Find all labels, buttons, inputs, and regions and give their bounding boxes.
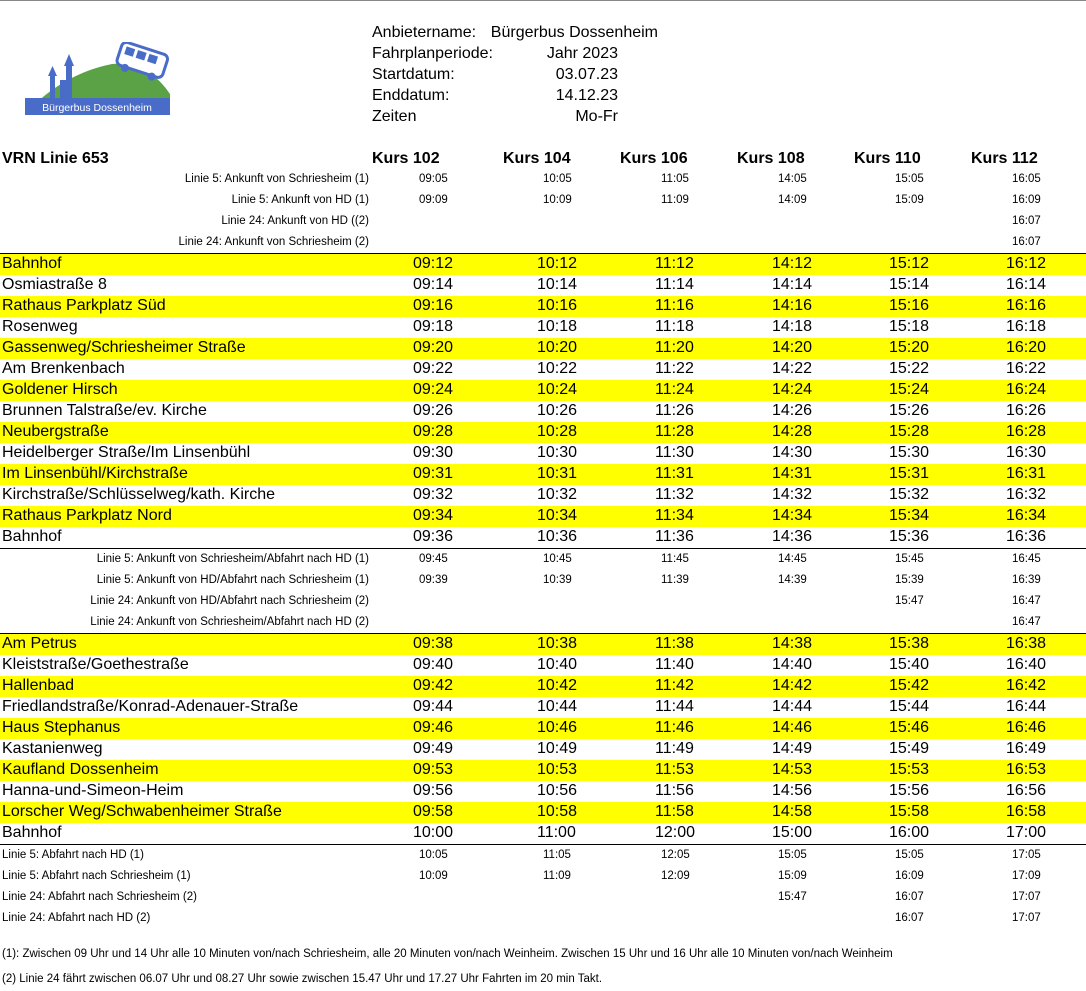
time-cell: 15:12: [889, 255, 930, 272]
time-cell: 15:40: [889, 656, 930, 673]
time-cell: 10:09: [419, 870, 448, 882]
time-cell: 10:58: [537, 803, 578, 820]
stop-name: Bahnhof: [2, 528, 62, 545]
time-cell: 10:12: [537, 255, 578, 272]
time-cell: 16:38: [1006, 635, 1047, 652]
time-cell: 16:31: [1006, 465, 1047, 482]
time-cell: 09:24: [413, 381, 454, 398]
stop-row: [0, 718, 1086, 739]
stop-name: Heidelberger Straße/Im Linsenbühl: [2, 444, 251, 461]
time-cell: 10:24: [537, 381, 578, 398]
time-cell: 11:44: [655, 698, 694, 715]
time-cell: 14:36: [772, 528, 813, 545]
stop-row: [0, 401, 1086, 422]
time-cell: 16:49: [1006, 740, 1047, 757]
kurs-header: Kurs 102: [372, 150, 440, 167]
time-cell: 15:34: [889, 507, 930, 524]
time-cell: 15:45: [895, 553, 924, 565]
time-cell: 14:45: [778, 553, 807, 565]
stop-row: [0, 655, 1086, 676]
connection-label: Linie 5: Abfahrt nach HD (1): [2, 849, 144, 861]
time-cell: 11:49: [655, 740, 694, 757]
time-cell: 15:38: [889, 635, 930, 652]
time-cell: 14:09: [778, 194, 807, 206]
meta-label: Fahrplanperiode:: [372, 45, 493, 62]
time-cell: 15:39: [895, 574, 924, 586]
time-cell: 09:39: [419, 574, 448, 586]
stop-name: Kastanienweg: [2, 740, 103, 757]
stop-name: Kleiststraße/Goethestraße: [2, 656, 189, 673]
stop-row: [0, 253, 1086, 275]
stop-row: [0, 380, 1086, 401]
time-cell: 16:14: [1006, 276, 1047, 293]
time-cell: 14:22: [772, 360, 813, 377]
time-cell: 15:14: [889, 276, 930, 293]
time-cell: 10:22: [537, 360, 578, 377]
stop-row: [0, 359, 1086, 380]
time-cell: 14:24: [772, 381, 813, 398]
time-cell: 15:28: [889, 423, 930, 440]
time-cell: 10:00: [413, 824, 454, 841]
time-cell: 10:05: [419, 849, 448, 861]
meta-label: Anbietername:: [372, 24, 477, 41]
time-cell: 15:56: [889, 782, 930, 799]
time-cell: 11:38: [655, 635, 694, 652]
stop-row: [0, 317, 1086, 338]
time-cell: 15:24: [889, 381, 930, 398]
meta-row: [372, 85, 692, 106]
connection-row: [0, 570, 1086, 591]
time-cell: 11:09: [543, 870, 571, 882]
timetable: [0, 147, 1086, 929]
time-cell: 10:26: [537, 402, 578, 419]
time-cell: 11:20: [655, 339, 694, 356]
time-cell: 10:46: [537, 719, 578, 736]
time-cell: 14:39: [778, 574, 807, 586]
kurs-header: Kurs 104: [503, 150, 571, 167]
time-cell: 10:18: [537, 318, 578, 335]
time-cell: 14:05: [778, 173, 807, 185]
time-cell: 09:28: [413, 423, 454, 440]
connection-label: Linie 24: Abfahrt nach Schriesheim (2): [2, 891, 197, 903]
time-cell: 09:36: [413, 528, 454, 545]
time-cell: 17:00: [1006, 824, 1047, 841]
time-cell: 10:31: [537, 465, 578, 482]
time-cell: 11:36: [655, 528, 694, 545]
time-cell: 09:05: [419, 173, 448, 185]
time-cell: 10:38: [537, 635, 578, 652]
time-cell: 16:47: [1012, 616, 1041, 628]
stop-name: Hanna-und-Simeon-Heim: [2, 782, 184, 799]
stop-name: Rathaus Parkplatz Nord: [2, 507, 172, 524]
stop-name: Neubergstraße: [2, 423, 109, 440]
time-cell: 12:00: [655, 824, 696, 841]
time-cell: 15:47: [778, 891, 807, 903]
time-cell: 09:20: [413, 339, 454, 356]
time-cell: 15:53: [889, 761, 930, 778]
connection-row: [0, 844, 1086, 866]
time-cell: 15:42: [889, 677, 930, 694]
connection-row: [0, 232, 1086, 253]
time-cell: 16:05: [1012, 173, 1041, 185]
stop-name: Haus Stephanus: [2, 719, 121, 736]
stop-name: Bahnhof: [2, 255, 62, 272]
time-cell: 16:45: [1012, 553, 1041, 565]
time-cell: 11:26: [655, 402, 694, 419]
time-cell: 15:36: [889, 528, 930, 545]
time-cell: 16:07: [895, 891, 924, 903]
connection-row: [0, 190, 1086, 211]
stop-row: [0, 802, 1086, 823]
time-cell: 10:49: [537, 740, 578, 757]
stop-row: [0, 422, 1086, 443]
connection-label: Linie 24: Ankunft von HD/Abfahrt nach Schriesheim (2): [90, 595, 369, 607]
time-cell: 10:45: [543, 553, 572, 565]
stop-name: Brunnen Talstraße/ev. Kirche: [2, 402, 207, 419]
time-cell: 14:31: [772, 465, 813, 482]
time-cell: 11:32: [655, 486, 694, 503]
kurs-header: Kurs 106: [620, 150, 688, 167]
time-cell: 15:05: [778, 849, 807, 861]
time-cell: 14:56: [772, 782, 813, 799]
time-cell: 15:32: [889, 486, 930, 503]
time-cell: 16:30: [1006, 444, 1047, 461]
time-cell: 17:05: [1012, 849, 1041, 861]
time-cell: 15:18: [889, 318, 930, 335]
stop-name: Im Linsenbühl/Kirchstraße: [2, 465, 188, 482]
time-cell: 10:39: [543, 574, 572, 586]
time-cell: 11:28: [655, 423, 694, 440]
time-cell: 14:30: [772, 444, 813, 461]
time-cell: 15:20: [889, 339, 930, 356]
time-cell: 10:16: [537, 297, 578, 314]
time-cell: 16:40: [1006, 656, 1047, 673]
time-cell: 09:46: [413, 719, 454, 736]
time-cell: 15:16: [889, 297, 930, 314]
time-cell: 10:30: [537, 444, 578, 461]
stop-name: Am Brenkenbach: [2, 360, 125, 377]
time-cell: 14:14: [772, 276, 813, 293]
time-cell: 09:34: [413, 507, 454, 524]
time-cell: 09:18: [413, 318, 454, 335]
time-cell: 14:38: [772, 635, 813, 652]
kurs-header: Kurs 110: [854, 150, 921, 167]
meta-value: 14.12.23: [555, 87, 618, 104]
time-cell: 16:07: [895, 912, 924, 924]
time-cell: 09:16: [413, 297, 454, 314]
time-cell: 09:58: [413, 803, 454, 820]
time-cell: 14:26: [772, 402, 813, 419]
meta-row: [372, 64, 692, 85]
time-cell: 17:09: [1012, 870, 1041, 882]
meta-label: Startdatum:: [372, 66, 455, 83]
time-cell: 14:49: [772, 740, 813, 757]
stop-name: Bahnhof: [2, 824, 62, 841]
time-cell: 15:47: [895, 595, 924, 607]
time-cell: 17:07: [1012, 912, 1041, 924]
time-cell: 11:53: [655, 761, 694, 778]
meta-row: [372, 43, 692, 64]
kurs-header: Kurs 112: [971, 150, 1038, 167]
connection-label: Linie 5: Ankunft von Schriesheim/Abfahrt nach HD (1): [96, 553, 369, 565]
time-cell: 09:56: [413, 782, 454, 799]
meta-value: 03.07.23: [555, 66, 618, 83]
stop-row: [0, 527, 1086, 548]
table-header: [0, 147, 1086, 169]
time-cell: 10:14: [537, 276, 578, 293]
meta-value: Mo-Fr: [575, 108, 618, 125]
time-cell: 15:26: [889, 402, 930, 419]
time-cell: 14:42: [772, 677, 813, 694]
time-cell: 17:07: [1012, 891, 1041, 903]
buergerbus-logo: [22, 42, 172, 122]
time-cell: 11:12: [655, 255, 694, 272]
time-cell: 10:36: [537, 528, 578, 545]
time-cell: 09:53: [413, 761, 454, 778]
time-cell: 16:22: [1006, 360, 1047, 377]
meta-label: Zeiten: [372, 108, 417, 125]
time-cell: 16:24: [1006, 381, 1047, 398]
time-cell: 14:40: [772, 656, 813, 673]
stop-row: [0, 464, 1086, 485]
time-cell: 11:14: [655, 276, 694, 293]
stop-name: Rosenweg: [2, 318, 78, 335]
time-cell: 11:30: [655, 444, 694, 461]
stop-name: Kaufland Dossenheim: [2, 761, 159, 778]
time-cell: 11:18: [655, 318, 694, 335]
time-cell: 11:31: [655, 465, 694, 482]
time-cell: 11:39: [661, 574, 689, 586]
time-cell: 11:42: [655, 677, 694, 694]
time-cell: 12:05: [661, 849, 690, 861]
time-cell: 14:32: [772, 486, 813, 503]
time-cell: 10:20: [537, 339, 578, 356]
stop-row: [0, 633, 1086, 655]
time-cell: 14:34: [772, 507, 813, 524]
meta-label: Enddatum:: [372, 87, 450, 104]
stop-row: [0, 506, 1086, 527]
connection-label: Linie 24: Ankunft von HD ((2): [221, 215, 369, 227]
connection-row: [0, 591, 1086, 612]
timetable-meta: [372, 22, 692, 127]
time-cell: 11:40: [655, 656, 694, 673]
time-cell: 15:31: [889, 465, 930, 482]
connection-label: Linie 5: Abfahrt nach Schriesheim (1): [2, 870, 191, 882]
time-cell: 15:58: [889, 803, 930, 820]
time-cell: 14:20: [772, 339, 813, 356]
meta-value: Bürgerbus Dossenheim: [490, 24, 658, 41]
connection-label: Linie 24: Abfahrt nach HD (2): [2, 912, 151, 924]
time-cell: 11:24: [655, 381, 694, 398]
line-title: VRN Linie 653: [2, 150, 109, 167]
time-cell: 16:42: [1006, 677, 1047, 694]
connection-label: Linie 24: Ankunft von Schriesheim/Abfahrt nach HD (2): [90, 616, 369, 628]
time-cell: 15:49: [889, 740, 930, 757]
stop-row: [0, 443, 1086, 464]
meta-value: Jahr 2023: [546, 45, 618, 62]
time-cell: 16:46: [1006, 719, 1047, 736]
time-cell: 15:30: [889, 444, 930, 461]
time-cell: 14:28: [772, 423, 813, 440]
time-cell: 16:20: [1006, 339, 1047, 356]
time-cell: 16:53: [1006, 761, 1047, 778]
time-cell: 15:05: [895, 849, 924, 861]
time-cell: 16:07: [1012, 215, 1041, 227]
time-cell: 09:32: [413, 486, 454, 503]
time-cell: 11:22: [655, 360, 694, 377]
time-cell: 11:46: [655, 719, 694, 736]
connection-label: Linie 5: Ankunft von HD/Abfahrt nach Schriesheim (1): [96, 574, 369, 586]
stop-row: [0, 739, 1086, 760]
stop-name: Am Petrus: [2, 635, 77, 652]
connection-row: [0, 612, 1086, 633]
stop-row: [0, 485, 1086, 506]
stop-row: [0, 760, 1086, 781]
top-border: [0, 0, 1086, 1]
time-cell: 11:00: [537, 824, 576, 841]
time-cell: 16:09: [895, 870, 924, 882]
time-cell: 09:45: [419, 553, 448, 565]
kurs-header: Kurs 108: [737, 150, 805, 167]
time-cell: 11:34: [655, 507, 694, 524]
stop-row: [0, 676, 1086, 697]
footnote-2: (2) Linie 24 fährt zwischen 06.07 Uhr und 08.27 Uhr sowie zwischen 15.47 Uhr und 17.27 Uhr Fahrten im 20 min Takt.: [2, 973, 603, 985]
time-cell: 10:53: [537, 761, 578, 778]
time-cell: 11:05: [661, 173, 689, 185]
time-cell: 15:46: [889, 719, 930, 736]
time-cell: 10:34: [537, 507, 578, 524]
time-cell: 14:46: [772, 719, 813, 736]
time-cell: 10:42: [537, 677, 578, 694]
time-cell: 16:39: [1012, 574, 1041, 586]
time-cell: 09:22: [413, 360, 454, 377]
connection-label: Linie 5: Ankunft von HD (1): [231, 194, 369, 206]
time-cell: 12:09: [661, 870, 690, 882]
stop-name: Lorscher Weg/Schwabenheimer Straße: [2, 803, 282, 820]
time-cell: 09:12: [413, 255, 454, 272]
time-cell: 09:26: [413, 402, 454, 419]
meta-row: [372, 106, 692, 127]
stop-row: [0, 296, 1086, 317]
connection-row: [0, 887, 1086, 908]
time-cell: 10:56: [537, 782, 578, 799]
stop-name: Hallenbad: [2, 677, 75, 694]
time-cell: 10:32: [537, 486, 578, 503]
time-cell: 16:12: [1006, 255, 1047, 272]
time-cell: 09:42: [413, 677, 454, 694]
connection-label: Linie 5: Ankunft von Schriesheim (1): [184, 173, 369, 185]
time-cell: 15:00: [772, 824, 813, 841]
time-cell: 14:16: [772, 297, 813, 314]
time-cell: 11:45: [661, 553, 689, 565]
footnote-1: (1): Zwischen 09 Uhr und 14 Uhr alle 10 Minuten von/nach Schriesheim, alle 20 Minuten von/nach Weinheim. Zwischen 15 Uhr und 16 Uhr alle 10 Minuten von/nach Weinheim: [2, 948, 893, 960]
connection-row: [0, 211, 1086, 232]
time-cell: 16:58: [1006, 803, 1047, 820]
time-cell: 10:05: [543, 173, 572, 185]
connection-row: [0, 908, 1086, 929]
connection-row: [0, 548, 1086, 570]
time-cell: 16:34: [1006, 507, 1047, 524]
time-cell: 09:14: [413, 276, 454, 293]
time-cell: 16:00: [889, 824, 930, 841]
time-cell: 11:09: [661, 194, 689, 206]
time-cell: 10:09: [543, 194, 572, 206]
stop-row: [0, 781, 1086, 802]
time-cell: 15:09: [778, 870, 807, 882]
stop-name: Osmiastraße 8: [2, 276, 107, 293]
time-cell: 11:58: [655, 803, 694, 820]
meta-row: [372, 22, 692, 43]
time-cell: 15:05: [895, 173, 924, 185]
time-cell: 16:09: [1012, 194, 1041, 206]
time-cell: 11:56: [655, 782, 694, 799]
time-cell: 15:09: [895, 194, 924, 206]
time-cell: 15:22: [889, 360, 930, 377]
time-cell: 09:49: [413, 740, 454, 757]
stop-name: Gassenweg/Schriesheimer Straße: [2, 339, 246, 356]
time-cell: 14:18: [772, 318, 813, 335]
time-cell: 10:40: [537, 656, 578, 673]
time-cell: 10:44: [537, 698, 578, 715]
time-cell: 16:07: [1012, 236, 1041, 248]
time-cell: 09:30: [413, 444, 454, 461]
time-cell: 16:36: [1006, 528, 1047, 545]
time-cell: 16:32: [1006, 486, 1047, 503]
logo-text: Bürgerbus Dossenheim: [42, 102, 152, 114]
connection-row: [0, 866, 1086, 887]
time-cell: 16:18: [1006, 318, 1047, 335]
time-cell: 09:40: [413, 656, 454, 673]
connection-row: [0, 169, 1086, 190]
time-cell: 09:38: [413, 635, 454, 652]
time-cell: 10:28: [537, 423, 578, 440]
stop-row: [0, 338, 1086, 359]
time-cell: 14:58: [772, 803, 813, 820]
stop-name: Friedlandstraße/Konrad-Adenauer-Straße: [2, 698, 299, 715]
time-cell: 11:05: [543, 849, 571, 861]
time-cell: 14:12: [772, 255, 813, 272]
connection-label: Linie 24: Ankunft von Schriesheim (2): [178, 236, 369, 248]
time-cell: 16:47: [1012, 595, 1041, 607]
time-cell: 16:26: [1006, 402, 1047, 419]
stop-row: [0, 275, 1086, 296]
time-cell: 16:16: [1006, 297, 1047, 314]
time-cell: 14:53: [772, 761, 813, 778]
stop-name: Goldener Hirsch: [2, 381, 118, 398]
time-cell: 16:56: [1006, 782, 1047, 799]
stop-name: Rathaus Parkplatz Süd: [2, 297, 166, 314]
time-cell: 11:16: [655, 297, 694, 314]
stop-row: [0, 823, 1086, 844]
time-cell: 15:44: [889, 698, 930, 715]
time-cell: 09:31: [413, 465, 454, 482]
time-cell: 16:28: [1006, 423, 1047, 440]
time-cell: 14:44: [772, 698, 813, 715]
time-cell: 09:44: [413, 698, 454, 715]
time-cell: 16:44: [1006, 698, 1047, 715]
stop-name: Kirchstraße/Schlüsselweg/kath. Kirche: [2, 486, 275, 503]
time-cell: 09:09: [419, 194, 448, 206]
stop-row: [0, 697, 1086, 718]
